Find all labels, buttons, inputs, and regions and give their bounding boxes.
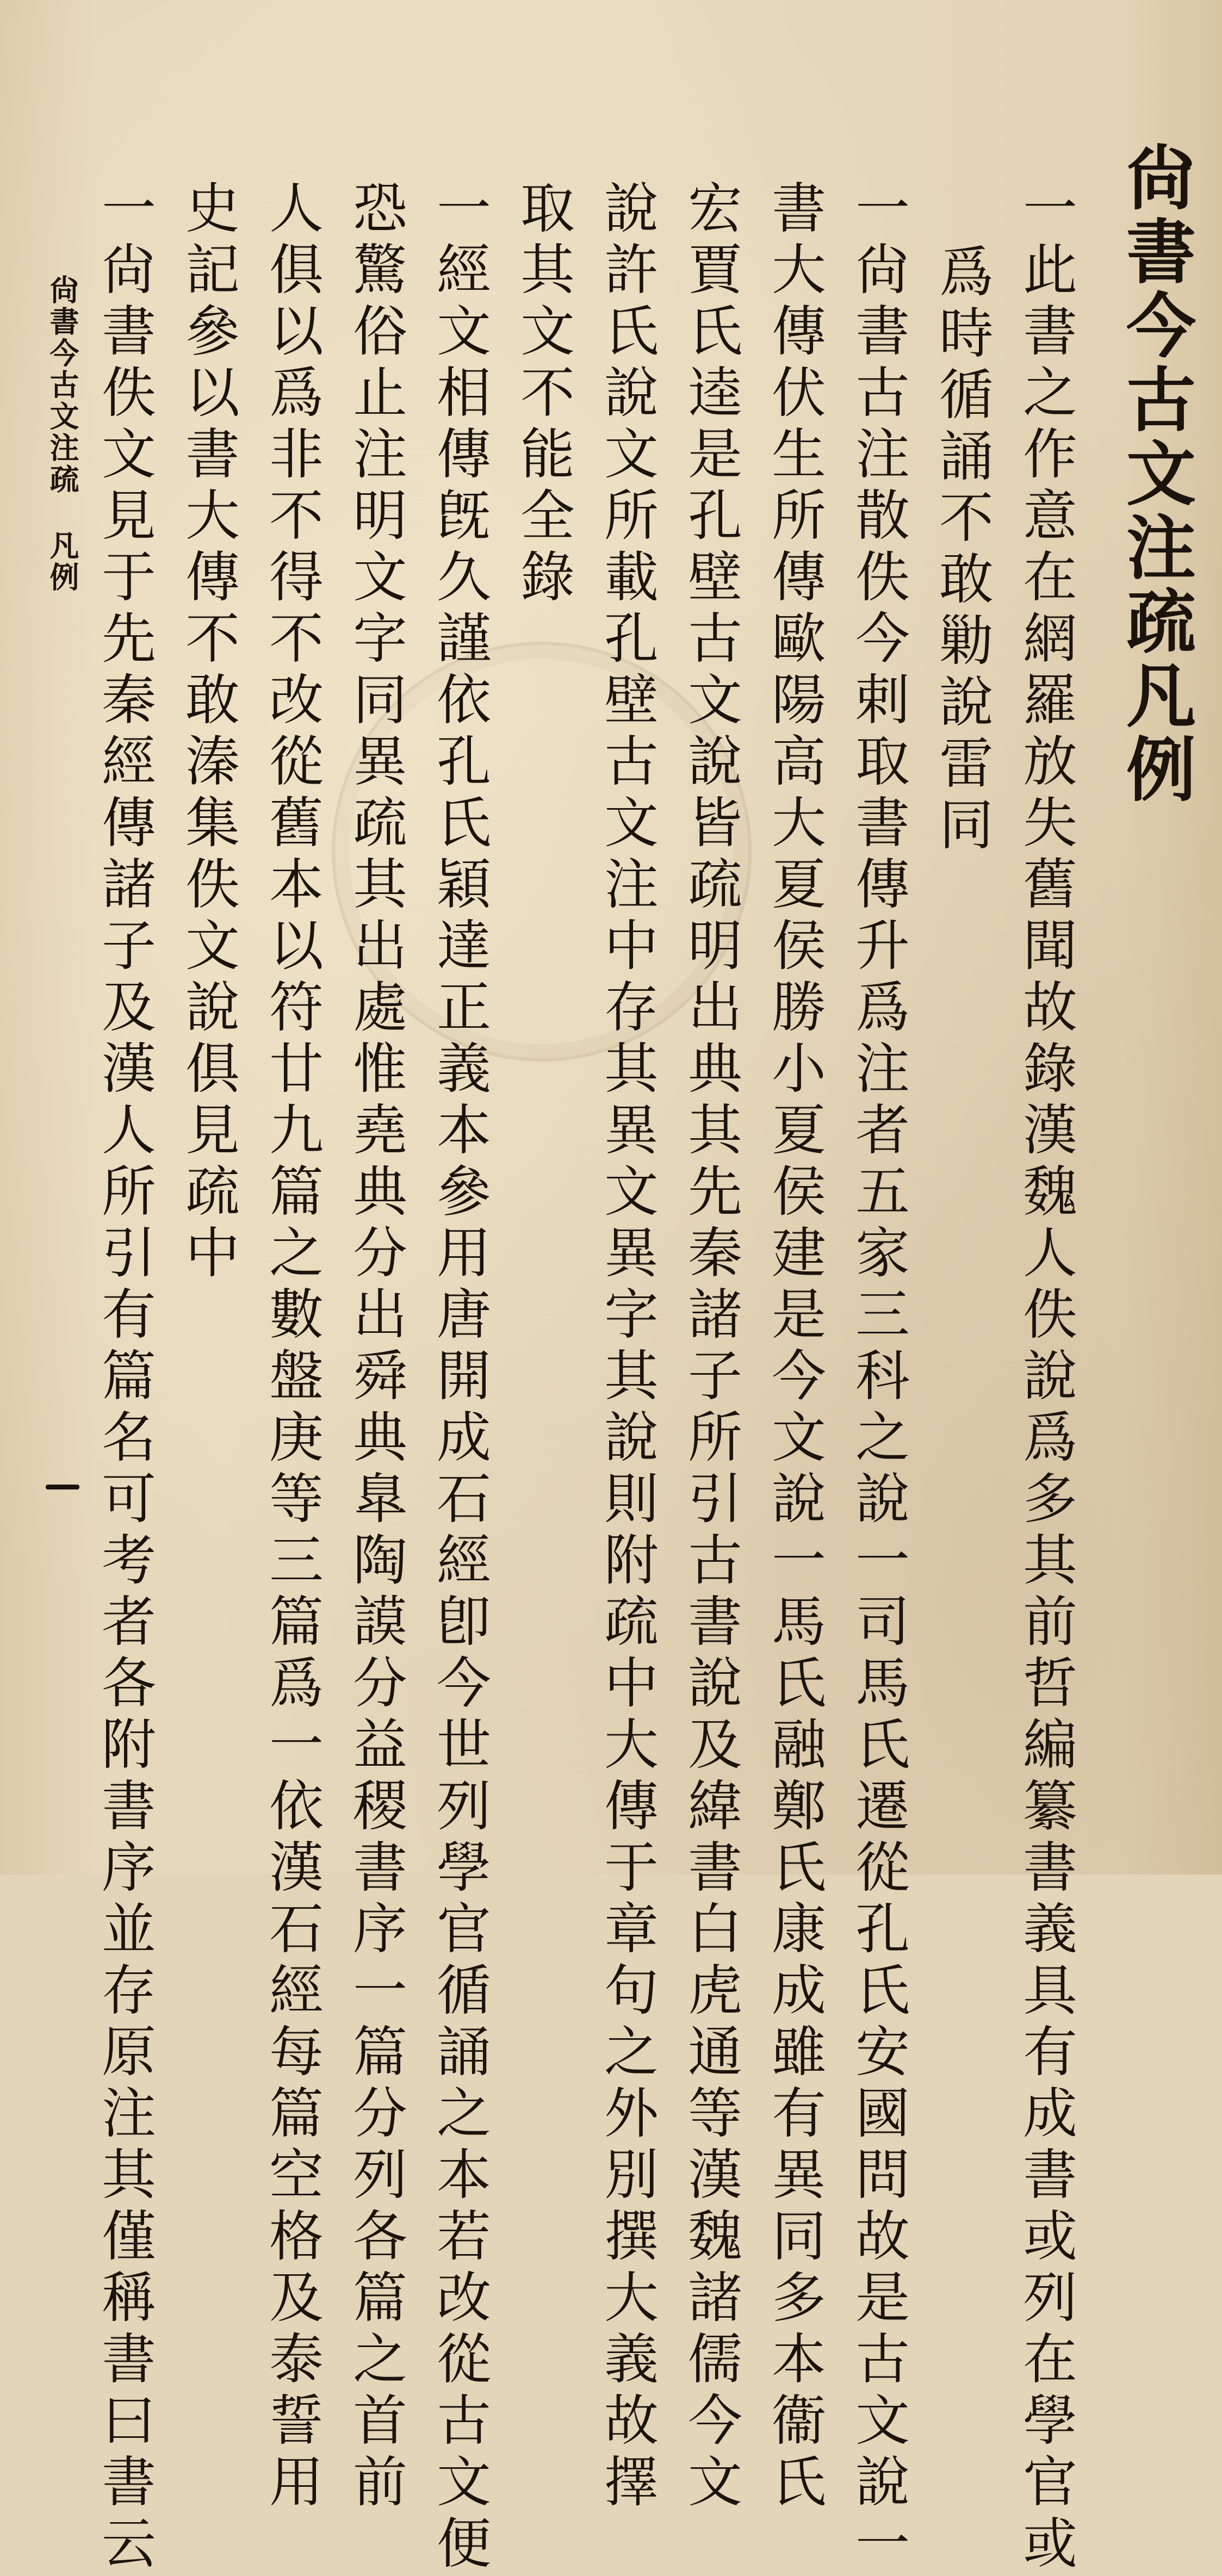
text-column: 恐驚俗止注明文字同異疏其出處惟堯典分出舜典臯陶謨分益稷書序一篇分列各篇之首前: [344, 179, 407, 2515]
text-column: 取其文不能全錄: [511, 179, 575, 610]
text-column: 一此書之作意在網羅放失舊聞故錄漢魏人佚說爲多其前哲編纂書義具有成書或列在學官或: [1014, 179, 1077, 2576]
text-column: 說許氏說文所載孔壁古文注中存其異文異字其說則附疏中大傳于章句之外別撰大義故擇: [595, 179, 659, 2515]
text-column: 一尙書佚文見于先秦經傳諸子及漢人所引有篇名可考者各附書序並存原注其僅稱書曰書云: [92, 179, 156, 2576]
text-column: 史記參以書大傳不敢溱集佚文說俱見疏中: [176, 179, 240, 1286]
page-number: [44, 1463, 82, 1512]
running-title: [45, 275, 80, 593]
text-column: 爲時循誦不敢勦說雷同: [930, 243, 994, 858]
page-title: 尙書今古文注疏凡例: [1114, 141, 1196, 807]
text-column: 一經文相傳旣久謹依孔氏穎達正義本參用唐開成石經卽今世列學官循誦之本若改從古文便: [427, 179, 491, 2576]
text-column: 人俱以爲非不得不改從舊本以符廿九篇之數盤庚等三篇爲一依漢石經每篇空格及泰誓用: [260, 179, 324, 2515]
running-title-book: 尙書今古文注疏: [45, 275, 80, 495]
text-column: 書大傳伏生所傳歐陽高大夏侯勝小夏侯建是今文說一馬氏融鄭氏康成雖有異同多本衞氏: [762, 179, 826, 2515]
text-column: 宏賈氏逵是孔壁古文說皆疏明出典其先秦諸子所引古書說及緯書白虎通等漢魏諸儒今文: [679, 179, 742, 2515]
page-number-glyph: [46, 1485, 79, 1489]
text-column: 一尙書古注散佚今剌取書傳升爲注者五家三科之說一司馬氏遷從孔氏安國問故是古文說一: [846, 179, 910, 2576]
running-title-section: 凡例: [45, 530, 80, 593]
